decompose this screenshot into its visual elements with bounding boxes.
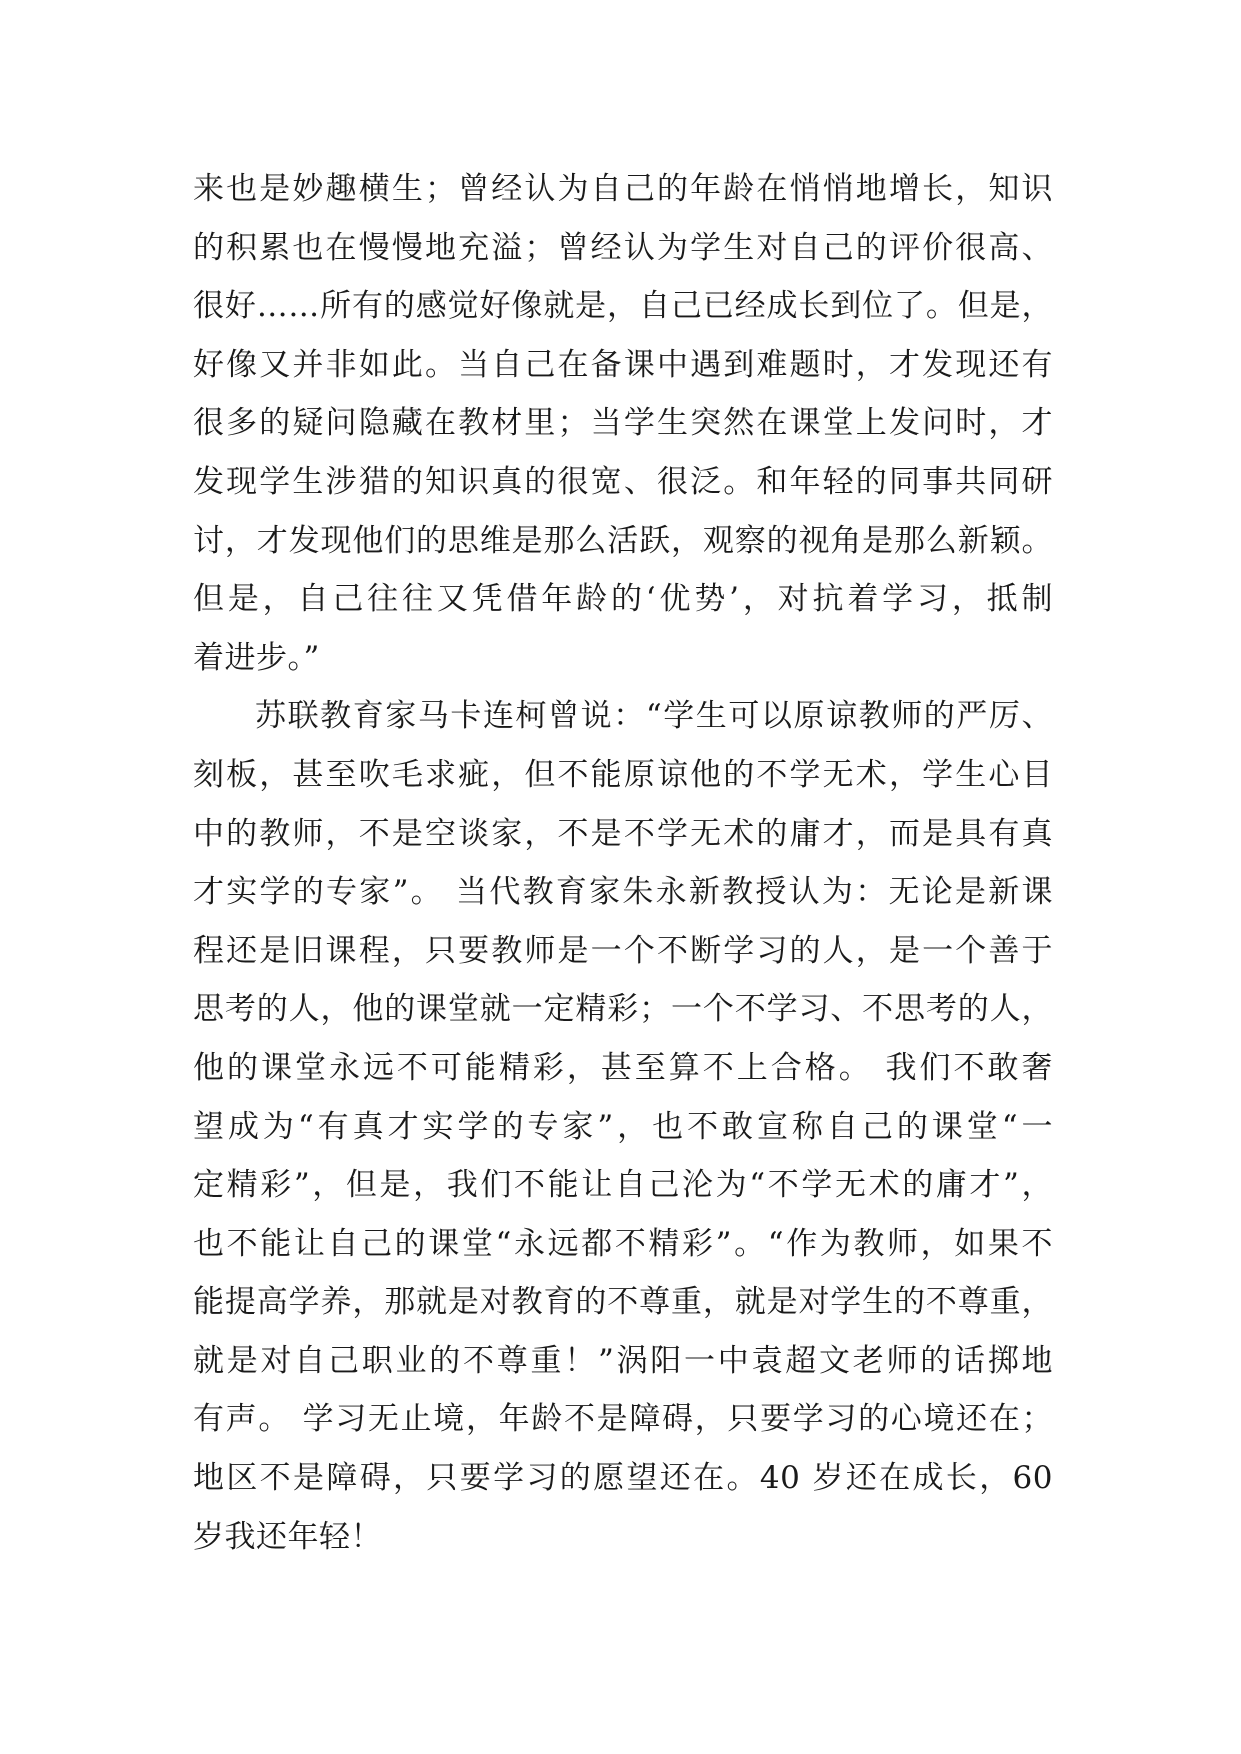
text-line: 好像又并非如此。当自己在备课中遇到难题时，才发现还有 bbox=[193, 346, 1053, 383]
text-line: 中的教师，不是空谈家，不是不学无术的庸才，而是具有真 bbox=[193, 815, 1053, 852]
text-line: 定精彩”，但是，我们不能让自己沦为“不学无术的庸才”， bbox=[193, 1167, 1053, 1204]
text-line: 程还是旧课程，只要教师是一个不断学习的人，是一个善于 bbox=[193, 932, 1053, 969]
text-line: 思考的人，他的课堂就一定精彩；一个不学习、不思考的人， bbox=[193, 991, 1053, 1028]
text-line: 讨，才发现他们的思维是那么活跃，观察的视角是那么新颖。 bbox=[193, 522, 1053, 559]
text-line: 也不能让自己的课堂“永远都不精彩”。“作为教师，如果不 bbox=[193, 1225, 1053, 1262]
paragraph-end-line: 岁我还年轻！ bbox=[193, 1518, 382, 1555]
paragraph-start-line: 苏联教育家马卡连柯曾说：“学生可以原谅教师的严厉、 bbox=[255, 698, 1053, 735]
text-line: 刻板，甚至吹毛求疵，但不能原谅他的不学无术，学生心目 bbox=[193, 756, 1053, 793]
text-line: 很好……所有的感觉好像就是，自己已经成长到位了。但是， bbox=[193, 288, 1053, 325]
text-line: 才实学的专家”。 当代教育家朱永新教授认为：无论是新课 bbox=[193, 874, 1053, 911]
text-line: 能提高学养，那就是对教育的不尊重，就是对学生的不尊重， bbox=[193, 1284, 1053, 1321]
text-line: 有声。 学习无止境，年龄不是障碍，只要学习的心境还在； bbox=[193, 1401, 1053, 1438]
text-line: 但是，自己往往又凭借年龄的‘优势’，对抗着学习，抵制 bbox=[193, 581, 1053, 618]
text-line: 地区不是障碍，只要学习的愿望还在。40 岁还在成长，60 bbox=[193, 1460, 1053, 1497]
text-line: 望成为“有真才实学的专家”，也不敢宣称自己的课堂“一 bbox=[193, 1108, 1053, 1145]
text-line: 很多的疑问隐藏在教材里；当学生突然在课堂上发问时，才 bbox=[193, 405, 1053, 442]
text-line: 来也是妙趣横生；曾经认为自己的年龄在悄悄地增长，知识 bbox=[193, 171, 1053, 207]
text-line: 发现学生涉猎的知识真的很宽、很泛。和年轻的同事共同研 bbox=[193, 463, 1053, 500]
body-text bbox=[193, 160, 1053, 1566]
text-line: 的积累也在慢慢地充溢；曾经认为学生对自己的评价很高、 bbox=[193, 229, 1053, 266]
paragraph-end-line: 着进步。” bbox=[193, 639, 320, 676]
text-line: 就是对自己职业的不尊重！”涡阳一中袁超文老师的话掷地 bbox=[193, 1342, 1053, 1379]
text-line: 他的课堂永远不可能精彩，甚至算不上合格。 我们不敢奢 bbox=[193, 1049, 1053, 1086]
